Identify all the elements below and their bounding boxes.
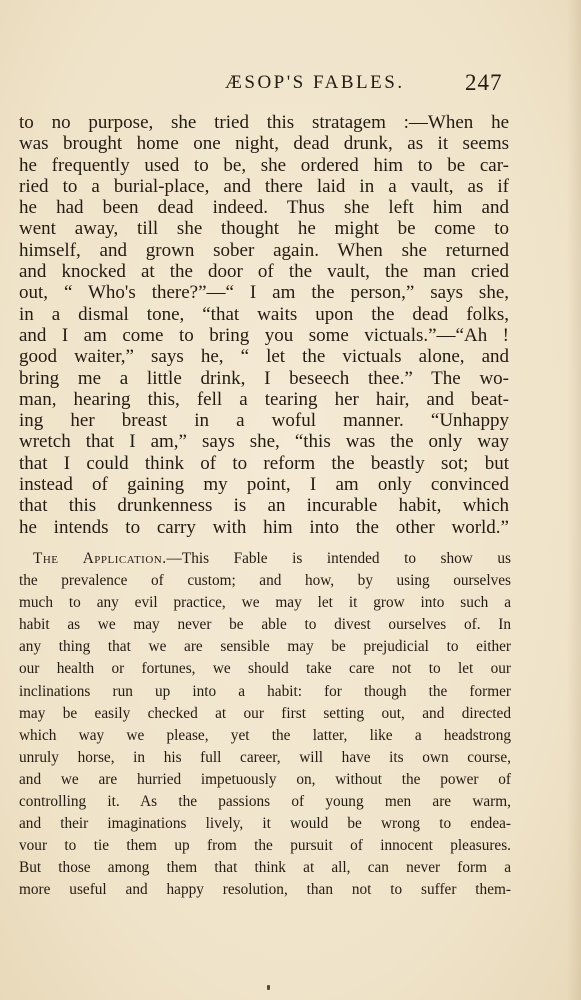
text-line: ried to a burial-place, and there laid in a vault, as if [19, 175, 509, 197]
text-line: bring me a little drink, I beseech thee.” The wo- [19, 367, 509, 389]
application-line: inclinations run up into a habit: for though the former [19, 682, 511, 700]
application-line: But those among them that think at all, can never form a [19, 859, 511, 877]
text-line: ing her breast in a woful manner. “Unhappy [19, 410, 509, 432]
application-line: any thing that we are sensible may be prejudicial to either [19, 638, 511, 656]
fable-text [19, 112, 509, 538]
text-line: he frequently used to be, she ordered him to be car- [19, 154, 509, 176]
application-line: more useful and happy resolution, than not to suffer them- [19, 881, 511, 899]
application-section [19, 548, 511, 902]
application-line: the prevalence of custom; and how, by using ourselves [19, 572, 511, 590]
text-line: that I could think of to reform the beastly sot; but [19, 452, 509, 474]
text-line: good waiter,” says he, “ let the victuals alone, and [19, 346, 509, 368]
running-title: ÆSOP'S FABLES. [225, 72, 405, 93]
application-line: and we are hurried impetuously on, without the power of [19, 770, 511, 788]
text-line: and knocked at the door of the vault, the man cried [19, 261, 509, 283]
text-line: out, “ Who's there?”—“ I am the person,” says she, [19, 282, 509, 304]
text-line: in a dismal tone, “that waits upon the dead folks, [19, 303, 509, 325]
text-line: was brought home one night, dead drunk, as it seems [19, 133, 509, 155]
page-edge-shadow [567, 0, 581, 1000]
page-number: 247 [465, 70, 503, 95]
text-line: went away, till she thought he might be come to [19, 218, 509, 240]
text-line: that this drunkenness is an incurable habit, which [19, 495, 509, 517]
application-first-line-text: —This Fable is intended to show us [166, 550, 511, 567]
application-line: which way we please, yet the latter, like a headstrong [19, 726, 511, 744]
application-line: habit as we may never be able to divest ourselves of. In [19, 616, 511, 634]
application-line: much to any evil practice, we may let it grow into such a [19, 594, 511, 612]
application-line: unruly horse, in his full career, will have its own course, [19, 748, 511, 766]
application-line: may be easily checked at our first setting out, and directed [19, 704, 511, 722]
text-line: wretch that I am,” says she, “this was the only way [19, 431, 509, 453]
text-line: he intends to carry with him into the other world.” [19, 516, 509, 538]
text-line: himself, and grown sober again. When she returned [19, 239, 509, 261]
printer-mark [267, 985, 270, 990]
application-line: controlling it. As the passions of young men are warm, [19, 793, 511, 811]
text-line: to no purpose, she tried this stratagem :—When he [19, 112, 509, 133]
application-line: vour to tie them up from the pursuit of innocent pleasures. [19, 837, 511, 855]
application-label: The Application. [33, 550, 167, 567]
application-line: and their imaginations lively, it would be wrong to endea- [19, 815, 511, 833]
page-header [0, 70, 581, 100]
application-line: our health or fortunes, we should take care not to let our [19, 660, 511, 678]
text-line: he had been dead indeed. Thus she left him and [19, 197, 509, 219]
text-line: instead of gaining my point, I am only convinced [19, 474, 509, 496]
text-line: and I am come to bring you some victuals.”—“Ah ! [19, 324, 509, 346]
text-line: man, hearing this, fell a tearing her hair, and beat- [19, 388, 509, 410]
application-first-line [19, 548, 511, 570]
